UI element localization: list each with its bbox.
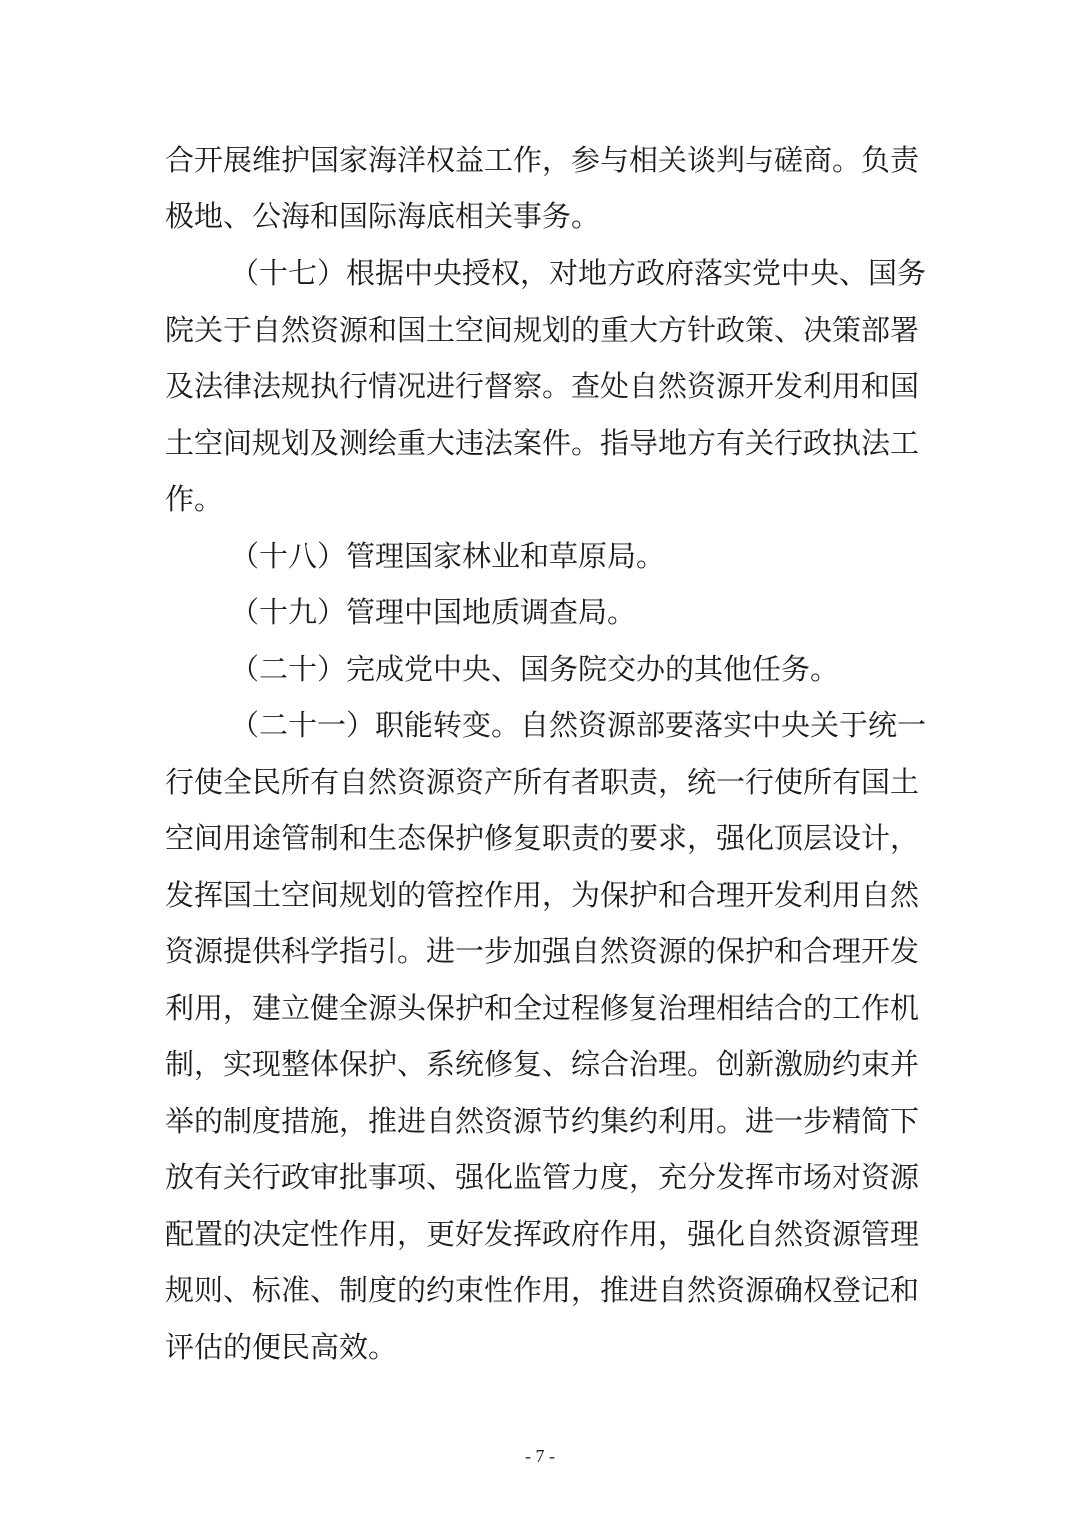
paragraph-2-line-2: 院关于自然资源和国土空间规划的重大方针政策、决策部署	[165, 313, 920, 347]
paragraph-5-line-1: （二十）完成党中央、国务院交办的其他任务。	[230, 652, 840, 686]
paragraph-6-line-10: 配置的决定性作用，更好发挥政府作用，强化自然资源管理	[165, 1217, 920, 1251]
paragraph-3-line-1: （十八）管理国家林业和草原局。	[230, 539, 666, 573]
paragraph-6-line-2: 行使全民所有自然资源资产所有者职责，统一行使所有国土	[165, 765, 920, 799]
paragraph-2-line-4: 土空间规划及测绘重大违法案件。指导地方有关行政执法工	[165, 426, 920, 460]
page-number: - 7 -	[525, 1446, 555, 1466]
paragraph-1-line-1: 合开展维护国家海洋权益工作，参与相关谈判与磋商。负责	[165, 143, 920, 177]
paragraph-6-line-4: 发挥国土空间规划的管控作用，为保护和合理开发利用自然	[165, 878, 920, 912]
paragraph-6-line-8: 举的制度措施，推进自然资源节约集约利用。进一步精简下	[165, 1104, 920, 1138]
paragraph-6-line-3: 空间用途管制和生态保护修复职责的要求，强化顶层设计，	[165, 821, 920, 855]
paragraph-1-line-2: 极地、公海和国际海底相关事务。	[165, 199, 601, 233]
paragraph-6-line-12: 评估的便民高效。	[165, 1330, 398, 1364]
paragraph-2-line-1: （十七）根据中央授权，对地方政府落实党中央、国务	[230, 256, 927, 290]
paragraph-6-line-5: 资源提供科学指引。进一步加强自然资源的保护和合理开发	[165, 934, 920, 968]
paragraph-4-line-1: （十九）管理中国地质调查局。	[230, 595, 637, 629]
paragraph-6-line-1: （二十一）职能转变。自然资源部要落实中央关于统一	[230, 708, 927, 742]
paragraph-6-line-11: 规则、标准、制度的约束性作用，推进自然资源确权登记和	[165, 1273, 920, 1307]
paragraph-2-line-3: 及法律法规执行情况进行督察。查处自然资源开发利用和国	[165, 369, 920, 403]
paragraph-6-line-7: 制，实现整体保护、系统修复、综合治理。创新激励约束并	[165, 1047, 920, 1081]
paragraph-6-line-6: 利用，建立健全源头保护和全过程修复治理相结合的工作机	[165, 991, 920, 1025]
paragraph-2-line-5: 作。	[165, 482, 224, 516]
paragraph-6-line-9: 放有关行政审批事项、强化监管力度，充分发挥市场对资源	[165, 1160, 920, 1194]
